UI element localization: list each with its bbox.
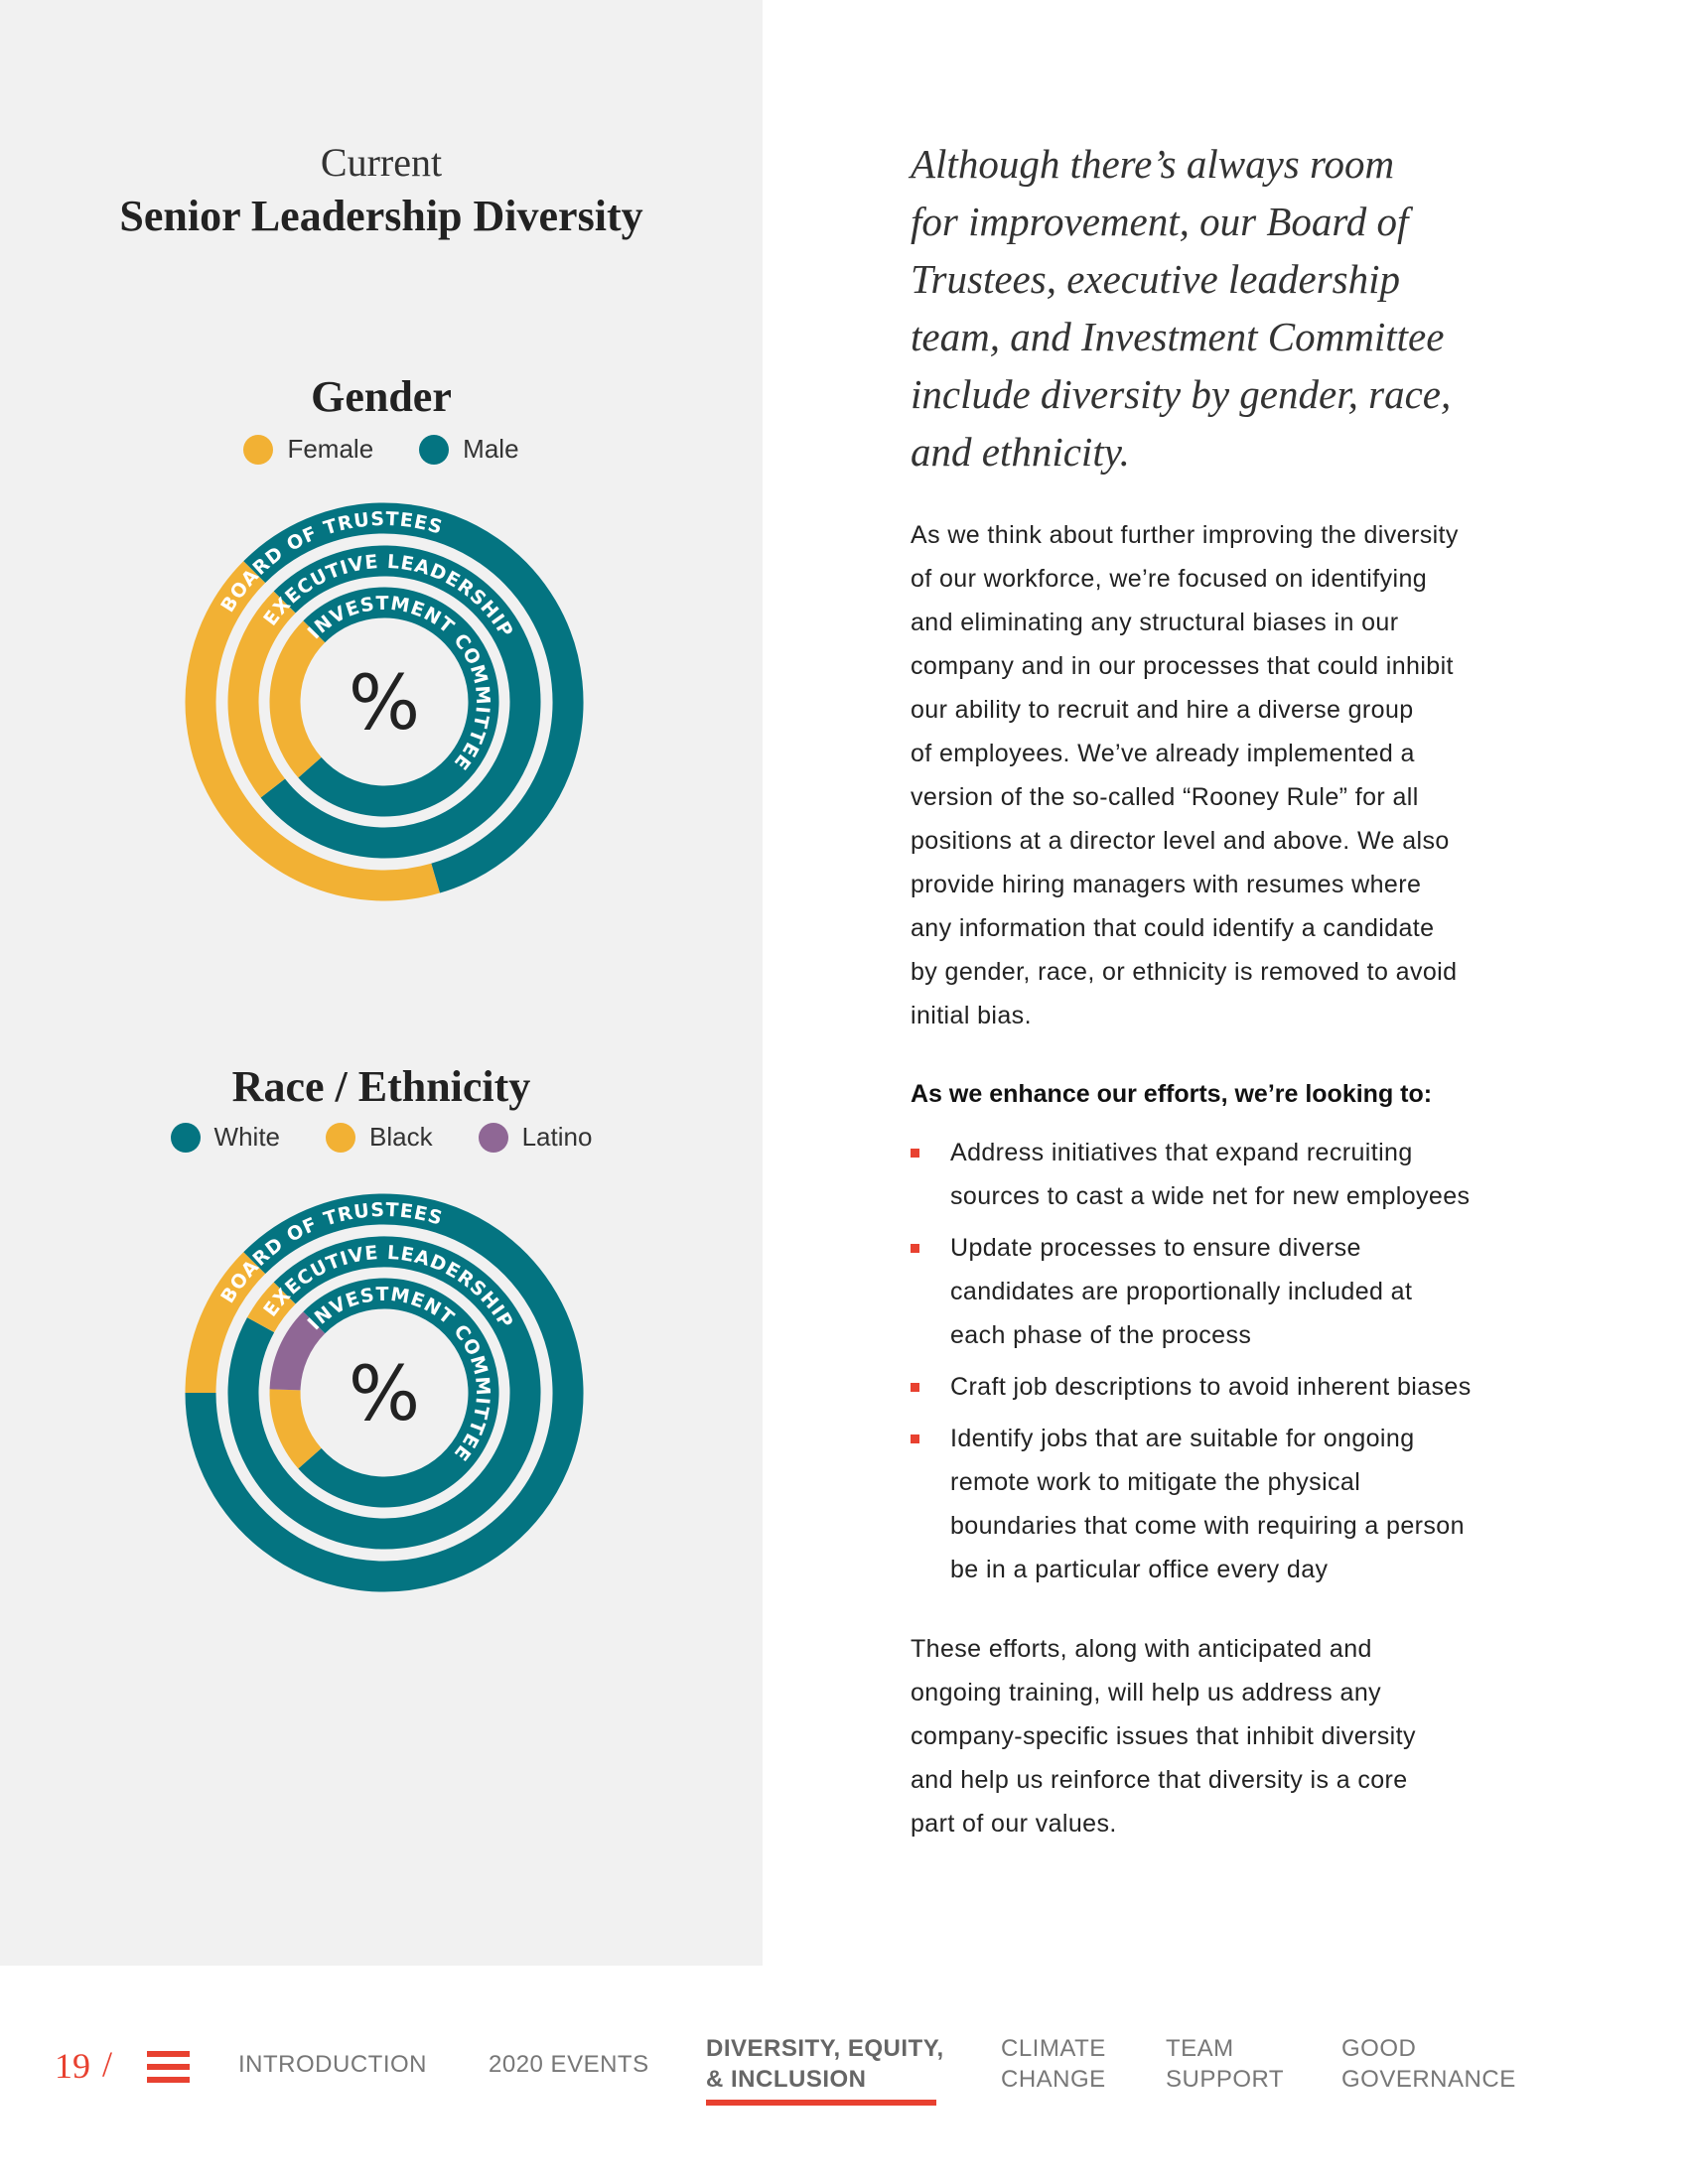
text-line: and eliminating any structural biases in our [911,609,1399,636]
text-line: of employees. We’ve already implemented a [911,740,1415,767]
list-item [911,1226,1472,1357]
male-swatch [419,435,449,465]
female-swatch [243,435,273,465]
ring-segment-female [285,631,314,767]
bullet-square-icon [911,1244,919,1253]
center-percent-label: % [348,658,421,747]
text-line: As we think about further improving the diversity [911,521,1459,549]
text-line: and help us reinforce that diversity is a core [911,1766,1408,1794]
nav-tab-label: CHANGE [1001,2066,1106,2093]
center-percent-label: % [348,1349,421,1437]
text-line: company and in our processes that could inhibit [911,652,1454,680]
text-line: our ability to recruit and hire a diverse group [911,696,1414,724]
ring-label-text: INVESTMENT COMMITTEE [303,1283,494,1466]
nav-tab-introduction[interactable] [238,2049,427,2080]
nav-tab-label: GOOD [1341,2035,1417,2062]
left-panel [0,0,763,1966]
nav-tab-label: GOVERNANCE [1341,2066,1516,2093]
ring-label-text: INVESTMENT COMMITTEE [303,592,494,775]
legend-item-latino [479,1122,593,1153]
text-line: candidates are proportionally included at [950,1278,1413,1305]
text-line: Update processes to ensure diverse [950,1234,1361,1262]
quote-line: and ethnicity. [911,429,1130,475]
legend-label: Latino [521,1122,593,1152]
ring-label-text: BOARD OF TRUSTEES [216,507,446,616]
active-tab-underline [706,2100,936,2106]
nav-tab-team-support[interactable] [1166,2033,1284,2095]
list-item [911,1365,1472,1409]
text-line: each phase of the process [950,1321,1252,1349]
nav-tab-2020-events[interactable] [489,2049,649,2080]
bullet-square-icon [911,1383,919,1392]
gender-donut-chart [186,503,583,900]
nav-tab-good-governance[interactable] [1341,2033,1516,2095]
text-line: company-specific issues that inhibit diversity [911,1722,1416,1750]
nav-tab-label: TEAM [1166,2035,1234,2062]
nav-tab-climate-change[interactable] [1001,2033,1106,2095]
legend-label: Male [463,434,519,464]
bullet-square-icon [911,1149,919,1158]
quote-line: Although there’s always room [911,141,1395,187]
bullet-square-icon [911,1434,919,1443]
page-title: Senior Leadership Diversity [119,192,643,240]
legend-label: Female [287,434,374,464]
legend-item-black [326,1122,433,1153]
black-swatch [326,1123,355,1153]
legend-label: Black [369,1122,433,1152]
legend-item-white [171,1122,280,1153]
text-line: Craft job descriptions to avoid inherent biases [950,1373,1472,1401]
nav-tab-label: 2020 EVENTS [489,2051,649,2078]
quote-line: include diversity by gender, race, [911,371,1452,417]
page-separator: / [102,2044,113,2084]
body-paragraph-2 [911,1627,1416,1845]
text-line: of our workforce, we’re focused on identifying [911,565,1428,593]
ring-segment-latino [285,1322,314,1390]
legend-label: White [213,1122,281,1152]
text-line: part of our values. [911,1810,1117,1838]
text-line: ongoing training, will help us address any [911,1679,1382,1706]
text-line: any information that could identify a candidate [911,914,1435,942]
text-line: by gender, race, or ethnicity is removed to avoid [911,958,1458,986]
list-item [911,1131,1472,1218]
text-line: be in a particular office every day [950,1556,1329,1583]
white-swatch [171,1123,201,1153]
text-line: remote work to mitigate the physical [950,1468,1361,1496]
gender-title: Gender [311,372,452,421]
list-item [911,1417,1472,1591]
legend-item-male [419,434,518,465]
text-line: Identify jobs that are suitable for ongoing [950,1425,1415,1452]
nav-tab-label: INTRODUCTION [238,2051,427,2078]
text-line: version of the so-called “Rooney Rule” for all [911,783,1419,811]
menu-icon[interactable] [147,2051,190,2083]
text-line: positions at a director level and above. We also [911,827,1450,855]
nav-tab-label: CLIMATE [1001,2035,1106,2062]
text-line: initial bias. [911,1002,1032,1029]
text-line: provide hiring managers with resumes where [911,871,1422,898]
nav-tab-label: & INCLUSION [706,2066,867,2093]
body-paragraph-1 [911,513,1459,1037]
page-number: 19 [55,2046,90,2086]
ring-label-text: EXECUTIVE LEADERSHIP [259,550,518,642]
gender-legend [0,434,763,465]
list-heading: As we enhance our efforts, we’re looking to: [911,1080,1433,1108]
nav-tab-label: DIVERSITY, EQUITY, [706,2035,944,2062]
heading-sub: Current [320,140,443,185]
text-line: boundaries that come with requiring a person [950,1512,1465,1540]
ring-segment-black [285,1390,310,1458]
text-line: Address initiatives that expand recruiting [950,1139,1413,1166]
text-line: sources to cast a wide net for new employees [950,1182,1471,1210]
text-line: These efforts, along with anticipated and [911,1635,1372,1663]
ring-label-text: BOARD OF TRUSTEES [216,1198,446,1307]
pull-quote [911,135,1451,480]
quote-line: team, and Investment Committee [911,314,1445,359]
nav-tab-diversity-equity-inclusion[interactable] [706,2033,944,2095]
latino-swatch [479,1123,508,1153]
quote-line: for improvement, our Board of [911,199,1409,244]
quote-line: Trustees, executive leadership [911,256,1401,302]
race-legend [0,1122,763,1153]
legend-item-female [243,434,373,465]
race-donut-chart [186,1194,583,1591]
bullet-list [911,1131,1472,1599]
nav-tab-label: SUPPORT [1166,2066,1285,2093]
ring-label-text: EXECUTIVE LEADERSHIP [259,1241,518,1333]
race-title: Race / Ethnicity [231,1062,531,1111]
